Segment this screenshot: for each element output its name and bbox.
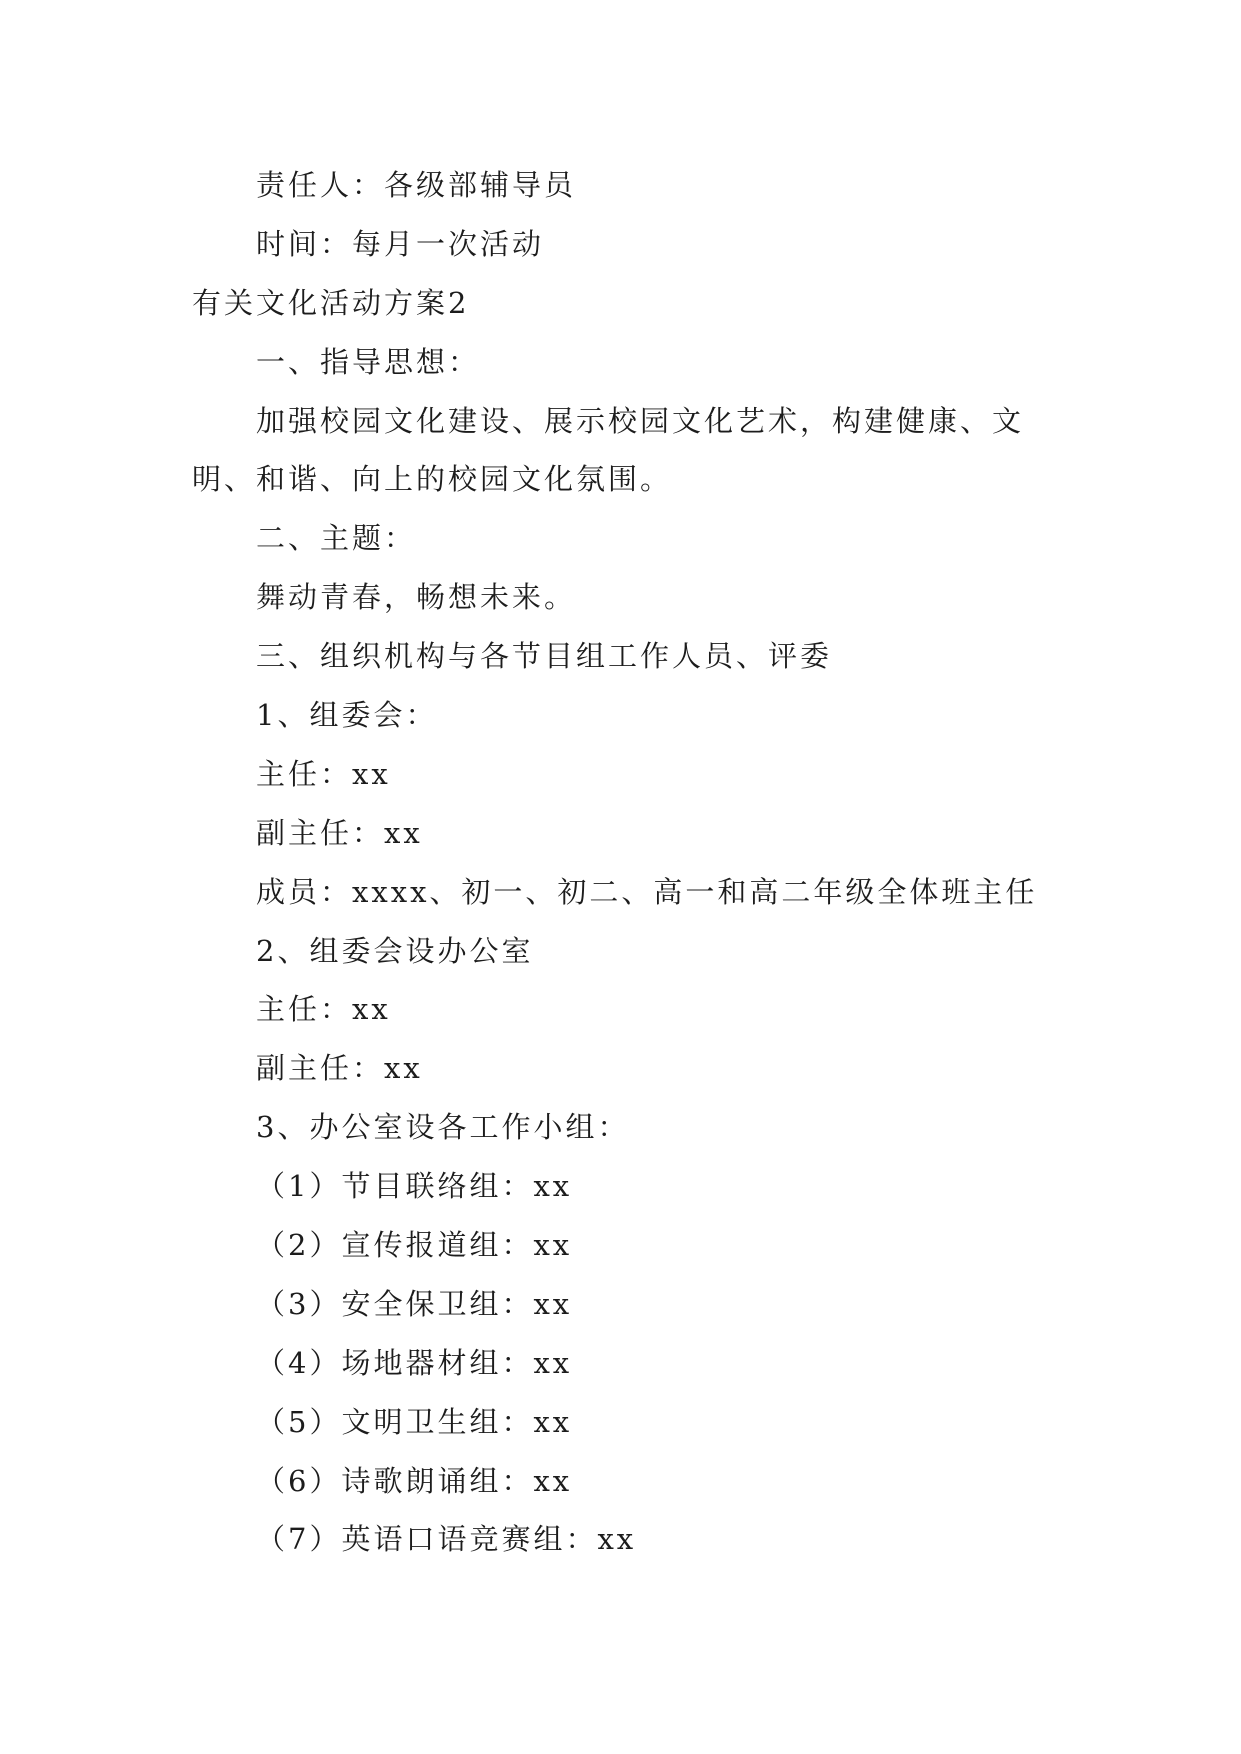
committee-deputy: 副主任：xx xyxy=(256,815,423,850)
office-heading: 2、组委会设办公室 xyxy=(256,933,534,968)
section3-heading: 三、组织机构与各节目组工作人员、评委 xyxy=(256,639,833,674)
section2-body: 舞动青春，畅想未来。 xyxy=(256,580,577,615)
group-item: （4）场地器材组：xx xyxy=(256,1345,573,1380)
time-line: 时间：每月一次活动 xyxy=(256,226,545,261)
committee-heading: 1、组委会： xyxy=(256,698,438,733)
office-deputy: 副主任：xx xyxy=(256,1051,423,1086)
section1-body-line: 加强校园文化建设、展示校园文化艺术，构建健康、文 xyxy=(256,403,1025,438)
document-body xyxy=(192,156,1062,1569)
committee-members: 成员：xxxx、初一、初二、高一和高二年级全体班主任 xyxy=(256,874,1038,909)
committee-director: 主任：xx xyxy=(256,756,391,791)
office-director: 主任：xx xyxy=(256,992,391,1027)
group-item: （2）宣传报道组：xx xyxy=(256,1228,573,1263)
responsible-line: 责任人：各级部辅导员 xyxy=(256,168,577,202)
group-item: （5）文明卫生组：xx xyxy=(256,1404,573,1439)
groups-heading: 3、办公室设各工作小组： xyxy=(256,1110,630,1145)
group-item: （7）英语口语竞赛组：xx xyxy=(256,1522,637,1557)
section2-heading: 二、主题： xyxy=(256,521,417,556)
group-item: （3）安全保卫组：xx xyxy=(256,1286,573,1321)
group-item: （6）诗歌朗诵组：xx xyxy=(256,1463,573,1498)
section1-heading: 一、指导思想： xyxy=(256,344,481,379)
document-title: 有关文化活动方案2 xyxy=(192,285,470,320)
section1-body-line: 明、和谐、向上的校园文化氛围。 xyxy=(192,462,673,497)
group-item: （1）节目联络组：xx xyxy=(256,1169,573,1204)
